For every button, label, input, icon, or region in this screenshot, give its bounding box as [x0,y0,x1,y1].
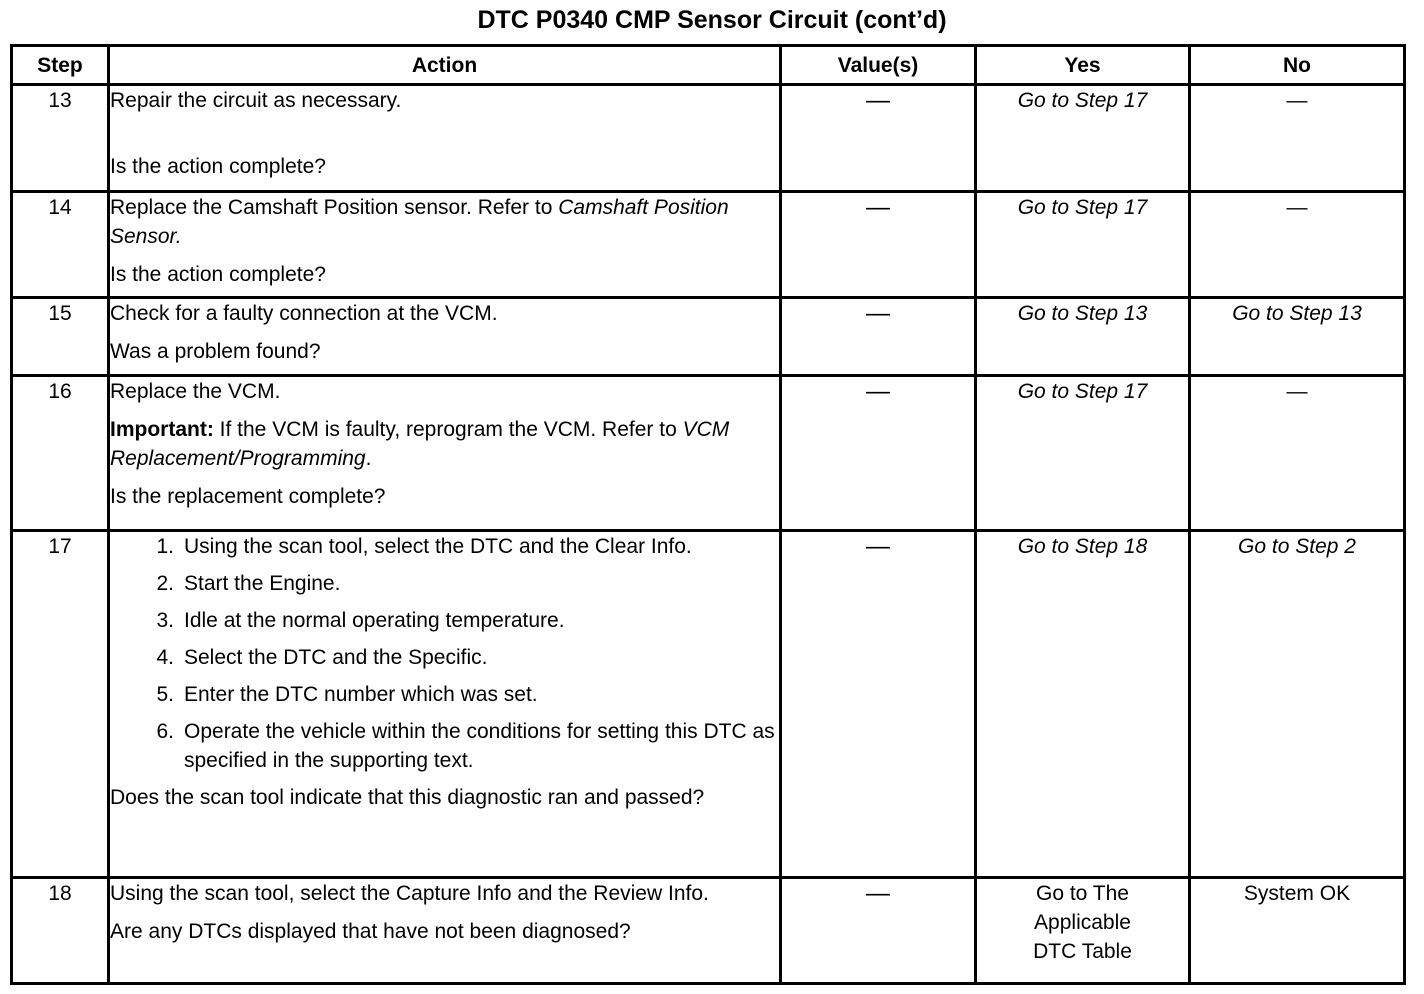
value-cell: — [781,376,976,531]
important-end: . [365,447,372,470]
yes-cell [976,531,1190,878]
yes-cell [976,192,1190,298]
action-cell [109,878,781,984]
item-number: 6. [156,720,174,743]
item-number: 1. [156,535,174,558]
action-cell [109,85,781,192]
step-number: 13 [12,85,109,192]
value-cell: — [781,298,976,376]
yes-text: Go to The Applicable DTC Table [1033,882,1132,963]
important-note [110,415,779,473]
action-text [110,193,779,251]
item-text: Enter the DTC number which was set. [184,683,538,706]
procedure-item [110,569,779,598]
header-action: Action [109,46,781,85]
step-number: 15 [12,298,109,376]
action-text: Replace the VCM. [110,380,281,403]
header-yes: Yes [976,46,1190,85]
procedure-item [110,643,779,672]
step-number: 16 [12,376,109,531]
page-title: DTC P0340 CMP Sensor Circuit (cont’d) [477,6,947,34]
table-row [12,85,1405,192]
header-step: Step [12,46,109,85]
item-text: Operate the vehicle within the conditions for setting this DTC as specified in the supporting text. [184,720,775,772]
item-text: Start the Engine. [184,572,341,595]
important-text: If the VCM is faulty, reprogram the VCM. Refer to [213,418,683,441]
item-number: 5. [156,683,174,706]
value-cell: — [781,85,976,192]
no-cell: — [1190,192,1405,298]
item-number: 2. [156,572,174,595]
no-text: Go to Step 2 [1238,535,1356,558]
yes-text: Go to Step 17 [1017,380,1148,403]
action-question: Are any DTCs displayed that have not been diagnosed? [110,920,631,943]
action-question: Was a problem found? [110,340,321,363]
procedure-item [110,532,779,561]
action-reference: VCM Replacement/Programming [110,418,730,470]
yes-cell [976,298,1190,376]
action-text: Check for a faulty connection at the VCM. [110,302,498,325]
no-text: Go to Step 13 [1232,302,1362,325]
action-reference: Camshaft Position Sensor. [110,196,729,248]
yes-text: Go to Step 18 [1017,535,1148,558]
item-text: Select the DTC and the Specific. [184,646,488,669]
action-text-main: Replace the Camshaft Position sensor. Refer to [110,196,559,219]
no-cell: — [1190,376,1405,531]
value-cell: — [781,878,976,984]
no-cell: — [1190,85,1405,192]
yes-cell [976,85,1190,192]
important-label: Important: [110,418,214,441]
no-cell: System OK [1190,878,1405,984]
action-text: Using the scan tool, select the Capture Info and the Review Info. [110,882,709,905]
table-row [12,298,1405,376]
item-number: 3. [156,609,174,632]
yes-text: Go to Step 17 [1017,89,1148,112]
action-cell [109,531,781,878]
yes-text: Go to Step 17 [1017,196,1148,219]
yes-cell [976,376,1190,531]
procedure-item [110,680,779,709]
yes-cell [976,878,1190,984]
header-no: No [1190,46,1405,85]
action-question: Is the action complete? [110,155,326,178]
procedure-item [110,606,779,635]
action-question: Does the scan tool indicate that this diagnostic ran and passed? [110,786,705,809]
step-number: 14 [12,192,109,298]
action-cell [109,298,781,376]
action-question: Is the replacement complete? [110,485,386,508]
action-cell [109,376,781,531]
step-number: 18 [12,878,109,984]
yes-text: Go to Step 13 [1017,302,1148,325]
diagnostic-table [10,44,1406,985]
no-cell [1190,531,1405,878]
action-text: Repair the circuit as necessary. [110,89,402,112]
value-cell: — [781,531,976,878]
table-row [12,192,1405,298]
header-values: Value(s) [781,46,976,85]
procedure-list [110,532,779,775]
item-number: 4. [156,646,174,669]
procedure-item [110,717,779,775]
table-row [12,878,1405,984]
item-text: Idle at the normal operating temperature. [184,609,565,632]
table-row [12,376,1405,531]
action-cell [109,192,781,298]
no-cell [1190,298,1405,376]
header-row [12,46,1405,85]
table-row [12,531,1405,878]
value-cell: — [781,192,976,298]
item-text: Using the scan tool, select the DTC and the Clear Info. [184,535,692,558]
step-number: 17 [12,531,109,878]
action-question: Is the action complete? [110,263,326,286]
